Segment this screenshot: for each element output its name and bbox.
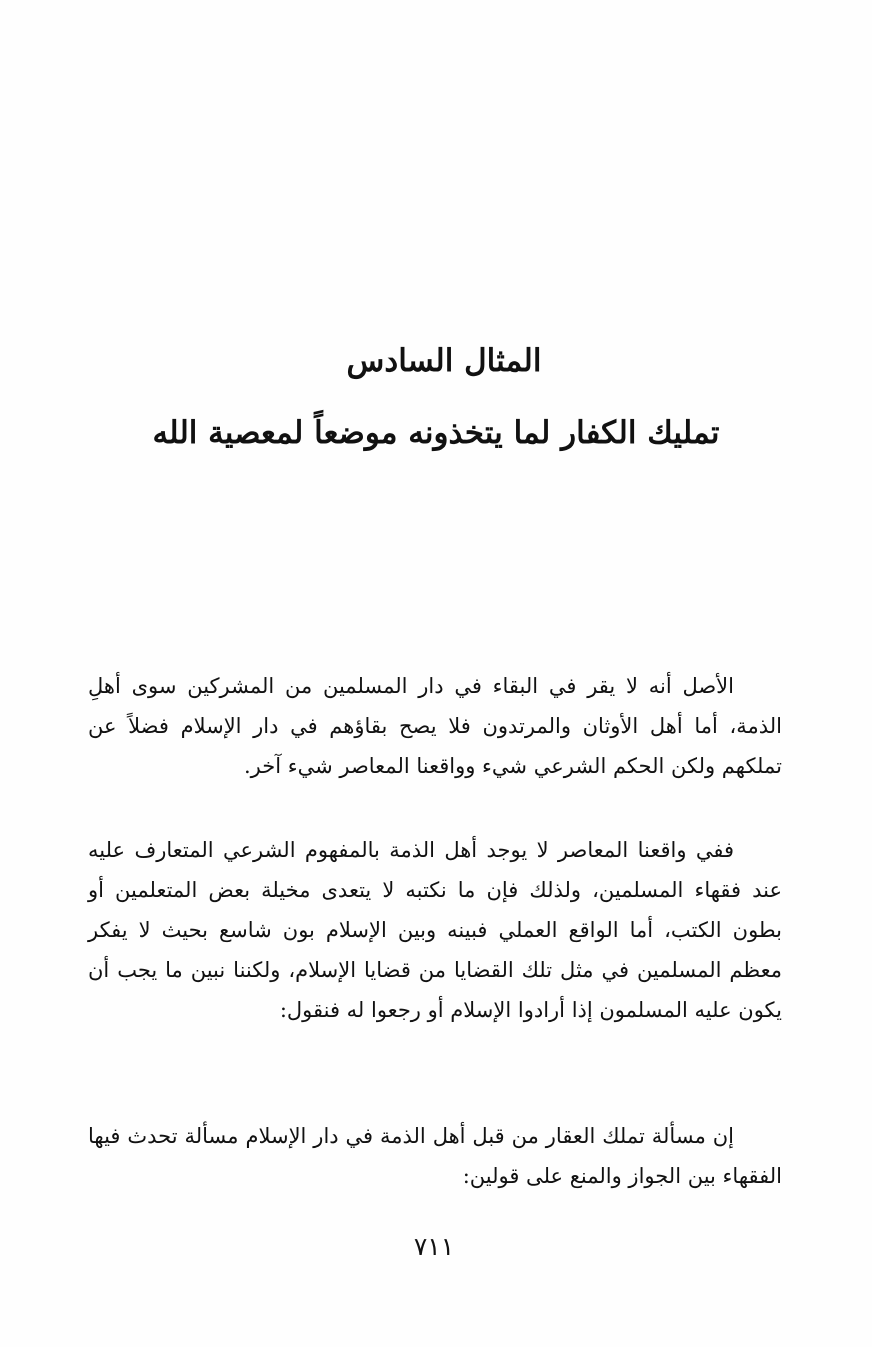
section-title: المثال السادس	[346, 343, 542, 379]
paragraph-3: إن مسألة تملك العقار من قبل أهل الذمة في دار الإسلام مسألة تحدث فيها الفقهاء بين الجواز والمنع على قولين:	[88, 1124, 782, 1188]
paragraph-1: الأصل أنه لا يقر في البقاء في دار المسلمين من المشركين سوى أهلِ الذمة، أما أهل الأوثان والمرتدون فلا يصح بقاؤهم في دار الإسلام فضلاً عن تملكهم ولكن الحكم الشرعي شيء وواقعنا المعاصر شيء آخر.	[88, 674, 782, 778]
page-number: ٧١١	[413, 1232, 455, 1261]
paragraph-2: ففي واقعنا المعاصر لا يوجد أهل الذمة بالمفهوم الشرعي المتعارف عليه عند فقهاء المسلمين، ولذلك فإن ما نكتبه لا يتعدى مخيلة بعض المتعلمين أو بطون الكتب، أما الواقع العملي فبينه وبين الإسلام بون شاسع بحيث لا يفكر معظم المسلمين في مثل تلك القضايا من قضايا الإسلام، ولكننا نبين ما يجب أن يكون عليه المسلمون إذا أرادوا الإسلام أو رجعوا له فنقول:	[88, 838, 782, 1022]
section-subtitle: تمليك الكفار لما يتخذونه موضعاً لمعصية الله	[152, 415, 720, 451]
